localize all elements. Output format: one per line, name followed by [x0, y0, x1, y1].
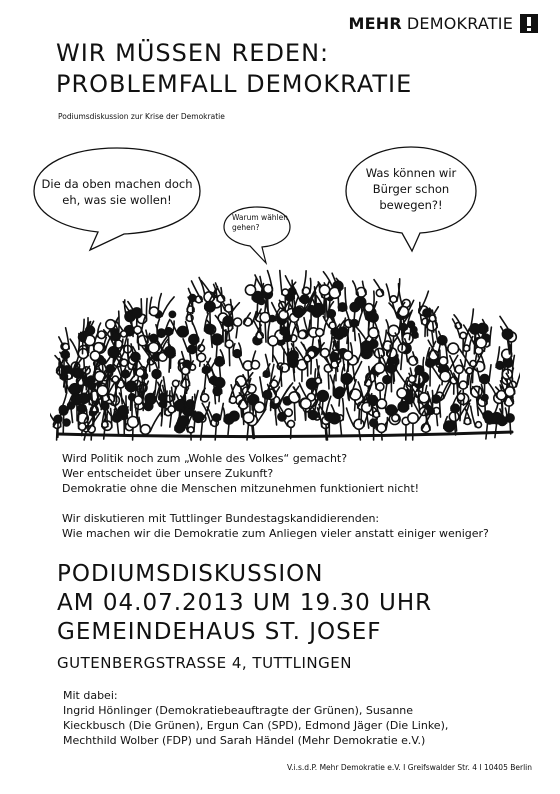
mehr-demokratie-logo	[349, 14, 538, 33]
speech-bubble-middle-text: Warum wählen gehen?	[232, 213, 288, 232]
title-line-1: WIR MÜSSEN REDEN:	[56, 39, 330, 67]
question-list	[62, 451, 489, 541]
question-line: Demokratie ohne die Menschen mitzunehmen funktioniert nicht!	[62, 482, 420, 495]
question-line: Wie machen wir die Demokratie zum Anliegen vieler anstatt einiger weniger?	[62, 527, 489, 540]
title-line-2: PROBLEMFALL DEMOKRATIE	[56, 70, 413, 98]
question-line: Wir diskutieren mit Tuttlinger Bundestagskandidierenden:	[62, 512, 380, 525]
logo-bold-word: MEHR	[348, 14, 402, 33]
guest-line: Ingrid Hönlinger (Demokratiebeauftragte der Grünen), Susanne	[63, 704, 414, 717]
guest-line: Kieckbusch (Die Grünen), Ergun Can (SPD), Edmond Jäger (Die Linke),	[63, 719, 449, 732]
guest-line: Mechthild Wolber (FDP) und Sarah Händel (Mehr Demokratie e.V.)	[63, 734, 426, 747]
speech-bubble-right-text: Was können wir Bürger schon bewegen?!	[365, 166, 457, 212]
exclamation-mark-icon	[520, 14, 538, 33]
event-venue: GEMEINDEHAUS ST. JOSEF	[57, 619, 382, 645]
crowd-illustration-icon	[50, 262, 520, 442]
speech-bubble-right	[344, 145, 478, 257]
page-title	[56, 38, 412, 100]
event-type: PODIUMSDISKUSSION	[57, 561, 324, 587]
speech-bubble-left-text: Die da oben machen doch eh, was sie wollen!	[41, 177, 193, 207]
speech-bubble-middle	[222, 205, 292, 269]
question-line: Wer entscheidet über unsere Zukunft?	[62, 467, 274, 480]
guest-heading: Mit dabei:	[63, 689, 118, 702]
crowd-illustration	[50, 262, 520, 446]
event-date-time: AM 04.07.2013 UM 19.30 UHR	[57, 590, 433, 616]
event-address: GUTENBERGSTRASSE 4, TUTTLINGEN	[57, 654, 352, 672]
logo-regular-word: DEMOKRATIE	[406, 14, 513, 33]
guest-list	[63, 688, 448, 748]
speech-bubble-left	[32, 146, 202, 256]
event-details	[57, 560, 432, 673]
page-subtitle: Podiumsdiskussion zur Krise der Demokratie	[58, 112, 225, 121]
imprint-footer: V.i.s.d.P. Mehr Demokratie e.V. I Greifswalder Str. 4 I 10405 Berlin	[287, 763, 532, 772]
question-line: Wird Politik noch zum „Wohle des Volkes“ gemacht?	[62, 452, 348, 465]
